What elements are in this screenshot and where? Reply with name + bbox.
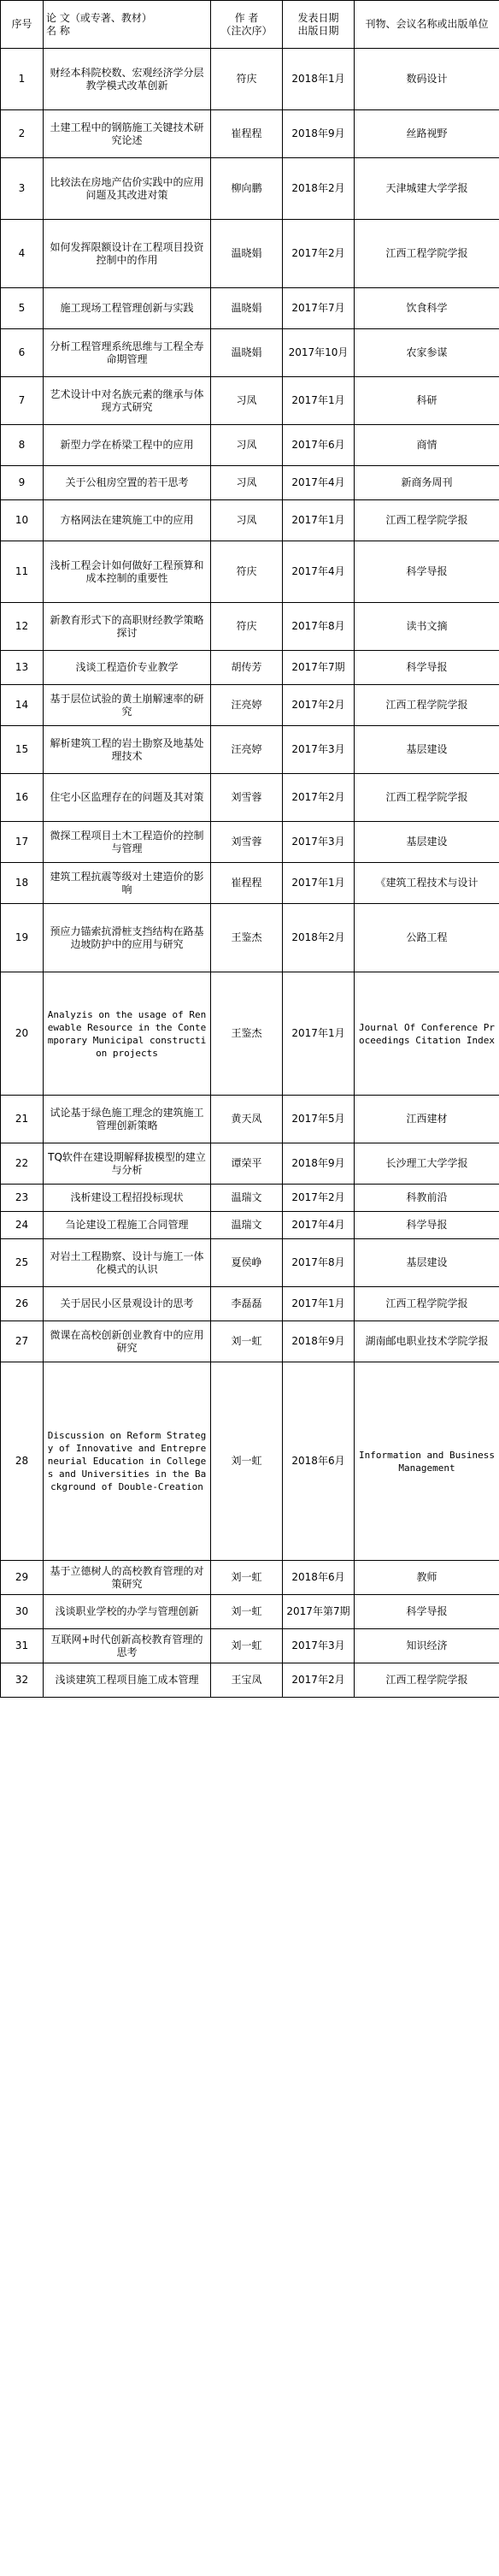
author-name: 习凤 — [211, 466, 283, 500]
paper-title: 基于层位试验的黄土崩解速率的研究 — [44, 685, 211, 726]
publisher-name: 科学导报 — [355, 1595, 499, 1629]
author-name: 刘一虹 — [211, 1321, 283, 1362]
row-number: 26 — [1, 1287, 44, 1321]
paper-title: 试论基于绿色施工理念的建筑施工管理创新策略 — [44, 1096, 211, 1143]
paper-title: 微课在高校创新创业教育中的应用研究 — [44, 1321, 211, 1362]
paper-title: 施工现场工程管理创新与实践 — [44, 288, 211, 329]
row-number: 23 — [1, 1185, 44, 1212]
publish-date: 2017年2月 — [283, 1663, 355, 1698]
paper-title: 浅谈职业学校的办学与管理创新 — [44, 1595, 211, 1629]
paper-title: 艺术设计中对名族元素的继承与体现方式研究 — [44, 377, 211, 425]
publisher-name: 科学导报 — [355, 651, 499, 685]
row-number: 11 — [1, 541, 44, 603]
table-row — [1, 329, 499, 377]
author-name: 刘一虹 — [211, 1629, 283, 1663]
row-number: 10 — [1, 500, 44, 541]
publisher-name: 知识经济 — [355, 1629, 499, 1663]
publisher-name: 科学导报 — [355, 1212, 499, 1239]
table-row — [1, 1321, 499, 1362]
table-row — [1, 377, 499, 425]
table-row — [1, 1185, 499, 1212]
author-name: 王鉴杰 — [211, 904, 283, 972]
publish-date: 2017年3月 — [283, 726, 355, 774]
paper-title: 解析建筑工程的岩土勘察及地基处理技术 — [44, 726, 211, 774]
publish-date: 2018年2月 — [283, 158, 355, 220]
author-name: 汪亮婷 — [211, 726, 283, 774]
table-row — [1, 1663, 499, 1698]
publish-date: 2017年2月 — [283, 774, 355, 822]
header-no: 序号 — [1, 1, 44, 49]
row-number: 18 — [1, 863, 44, 904]
publisher-name: Journal Of Conference Proceedings Citation Index — [355, 972, 499, 1096]
publish-date: 2017年8月 — [283, 603, 355, 651]
author-name: 崔程程 — [211, 863, 283, 904]
paper-title: 基于立德树人的高校教育管理的对策研究 — [44, 1561, 211, 1595]
publisher-name: 农家参谋 — [355, 329, 499, 377]
table-row — [1, 726, 499, 774]
table-row — [1, 603, 499, 651]
author-name: 温瑞文 — [211, 1212, 283, 1239]
paper-title: Discussion on Reform Strategy of Innovative and Entrepreneurial Education in Colleges and Universities in the Background of Double-Creation — [44, 1362, 211, 1561]
publisher-name: 基层建设 — [355, 822, 499, 863]
row-number: 32 — [1, 1663, 44, 1698]
author-name: 李磊磊 — [211, 1287, 283, 1321]
table-row — [1, 1362, 499, 1561]
table-row — [1, 220, 499, 288]
author-name: 温晓娟 — [211, 329, 283, 377]
publish-date: 2017年2月 — [283, 220, 355, 288]
paper-title: 分析工程管理系统思维与工程全寿命期管理 — [44, 329, 211, 377]
row-number: 30 — [1, 1595, 44, 1629]
row-number: 3 — [1, 158, 44, 220]
publish-date: 2017年7期 — [283, 651, 355, 685]
publish-date: 2017年4月 — [283, 466, 355, 500]
author-name: 柳向鹏 — [211, 158, 283, 220]
author-name: 刘雪蓉 — [211, 774, 283, 822]
publisher-name: 湖南邮电职业技术学院学报 — [355, 1321, 499, 1362]
paper-title: 关于公租房空置的若干思考 — [44, 466, 211, 500]
table-body — [1, 49, 499, 1698]
author-name: 王宝凤 — [211, 1663, 283, 1698]
paper-title: 浅谈工程造价专业教学 — [44, 651, 211, 685]
paper-title: 微探工程项目土木工程造价的控制与管理 — [44, 822, 211, 863]
publisher-name: 商情 — [355, 425, 499, 466]
header-title: 论 文（或专著、教材） 名 称 — [44, 1, 211, 49]
row-number: 20 — [1, 972, 44, 1096]
publish-date: 2017年2月 — [283, 685, 355, 726]
publish-date: 2018年6月 — [283, 1362, 355, 1561]
table-row — [1, 1096, 499, 1143]
publisher-name: 新商务周刊 — [355, 466, 499, 500]
table-row — [1, 110, 499, 158]
row-number: 13 — [1, 651, 44, 685]
author-name: 胡传芳 — [211, 651, 283, 685]
author-name: 王鉴杰 — [211, 972, 283, 1096]
table-row — [1, 904, 499, 972]
table-row — [1, 288, 499, 329]
publish-date: 2017年4月 — [283, 1212, 355, 1239]
row-number: 17 — [1, 822, 44, 863]
table-row — [1, 500, 499, 541]
publisher-name: 《建筑工程技术与设计 — [355, 863, 499, 904]
row-number: 14 — [1, 685, 44, 726]
header-row — [1, 1, 499, 49]
paper-title: 新教育形式下的高职财经教学策略探讨 — [44, 603, 211, 651]
paper-title: 对岩土工程勘察、设计与施工一体化模式的认识 — [44, 1239, 211, 1287]
paper-title: 互联网+时代创新高校教育管理的思考 — [44, 1629, 211, 1663]
table-row — [1, 822, 499, 863]
author-name: 习凤 — [211, 425, 283, 466]
table-row — [1, 1561, 499, 1595]
row-number: 4 — [1, 220, 44, 288]
table-row — [1, 541, 499, 603]
author-name: 刘一虹 — [211, 1561, 283, 1595]
table-row — [1, 863, 499, 904]
row-number: 1 — [1, 49, 44, 110]
author-name: 习凤 — [211, 377, 283, 425]
publish-date: 2018年9月 — [283, 1143, 355, 1185]
paper-title: 土建工程中的钢筋施工关键技术研究论述 — [44, 110, 211, 158]
publisher-name: 天津城建大学学报 — [355, 158, 499, 220]
publish-date: 2017年4月 — [283, 541, 355, 603]
table-row — [1, 1143, 499, 1185]
paper-title: 浅析工程会计如何做好工程预算和成本控制的重要性 — [44, 541, 211, 603]
header-author: 作 者 （注次序） — [211, 1, 283, 49]
publish-date: 2017年1月 — [283, 972, 355, 1096]
paper-title: TQ软件在建设期解释拔模型的建立与分析 — [44, 1143, 211, 1185]
publish-date: 2017年8月 — [283, 1239, 355, 1287]
row-number: 9 — [1, 466, 44, 500]
publisher-name: 读书文摘 — [355, 603, 499, 651]
publisher-name: 科研 — [355, 377, 499, 425]
paper-title: 浅析建设工程招投标现状 — [44, 1185, 211, 1212]
row-number: 16 — [1, 774, 44, 822]
publisher-name: 江西工程学院学报 — [355, 500, 499, 541]
table-row — [1, 1629, 499, 1663]
paper-title: 关于居民小区景观设计的思考 — [44, 1287, 211, 1321]
author-name: 习凤 — [211, 500, 283, 541]
publish-date: 2018年9月 — [283, 110, 355, 158]
publish-date: 2017年10月 — [283, 329, 355, 377]
paper-title: 建筑工程抗震等级对土建造价的影响 — [44, 863, 211, 904]
row-number: 15 — [1, 726, 44, 774]
publish-date: 2018年2月 — [283, 904, 355, 972]
row-number: 12 — [1, 603, 44, 651]
publish-date: 2017年1月 — [283, 500, 355, 541]
publisher-name: 数码设计 — [355, 49, 499, 110]
author-name: 温晓娟 — [211, 220, 283, 288]
author-name: 符庆 — [211, 49, 283, 110]
table-row — [1, 1239, 499, 1287]
row-number: 7 — [1, 377, 44, 425]
row-number: 8 — [1, 425, 44, 466]
publish-date: 2017年7月 — [283, 288, 355, 329]
author-name: 黄天凤 — [211, 1096, 283, 1143]
row-number: 28 — [1, 1362, 44, 1561]
author-name: 谭荣平 — [211, 1143, 283, 1185]
publisher-name: 江西建材 — [355, 1096, 499, 1143]
author-name: 刘雪蓉 — [211, 822, 283, 863]
author-name: 汪亮婷 — [211, 685, 283, 726]
row-number: 19 — [1, 904, 44, 972]
table-row — [1, 1212, 499, 1239]
publish-date: 2018年1月 — [283, 49, 355, 110]
publisher-name: 江西工程学院学报 — [355, 774, 499, 822]
row-number: 21 — [1, 1096, 44, 1143]
publish-date: 2017年1月 — [283, 1287, 355, 1321]
publisher-name: 江西工程学院学报 — [355, 685, 499, 726]
row-number: 2 — [1, 110, 44, 158]
paper-title: 如何发挥限额设计在工程项目投资控制中的作用 — [44, 220, 211, 288]
row-number: 5 — [1, 288, 44, 329]
row-number: 27 — [1, 1321, 44, 1362]
table-row — [1, 466, 499, 500]
publish-date: 2017年5月 — [283, 1096, 355, 1143]
paper-title: 方格网法在建筑施工中的应用 — [44, 500, 211, 541]
row-number: 25 — [1, 1239, 44, 1287]
header-date: 发表日期 出版日期 — [283, 1, 355, 49]
table-row — [1, 1595, 499, 1629]
author-name: 夏侯峥 — [211, 1239, 283, 1287]
publisher-name: 江西工程学院学报 — [355, 220, 499, 288]
paper-title: 财经本科院校数、宏观经济学分层教学模式改革创新 — [44, 49, 211, 110]
table-row — [1, 774, 499, 822]
author-name: 崔程程 — [211, 110, 283, 158]
paper-title: 住宅小区监理存在的问题及其对策 — [44, 774, 211, 822]
publisher-name: 科教前沿 — [355, 1185, 499, 1212]
publisher-name: Information and Business Management — [355, 1362, 499, 1561]
author-name: 符庆 — [211, 603, 283, 651]
author-name: 符庆 — [211, 541, 283, 603]
author-name: 刘一虹 — [211, 1362, 283, 1561]
table-row — [1, 425, 499, 466]
author-name: 温晓娟 — [211, 288, 283, 329]
publisher-name: 科学导报 — [355, 541, 499, 603]
publisher-name: 江西工程学院学报 — [355, 1287, 499, 1321]
publish-date: 2017年3月 — [283, 822, 355, 863]
paper-title: 新型力学在桥梁工程中的应用 — [44, 425, 211, 466]
publisher-name: 教师 — [355, 1561, 499, 1595]
publisher-name: 长沙理工大学学报 — [355, 1143, 499, 1185]
publish-date: 2017年第7期 — [283, 1595, 355, 1629]
publisher-name: 基层建设 — [355, 1239, 499, 1287]
row-number: 24 — [1, 1212, 44, 1239]
paper-title: 浅谈建筑工程项目施工成本管理 — [44, 1663, 211, 1698]
paper-title: Analyzis on the usage of Renewable Resource in the Contemporary Municipal construction projects — [44, 972, 211, 1096]
row-number: 31 — [1, 1629, 44, 1663]
publish-date: 2018年6月 — [283, 1561, 355, 1595]
row-number: 22 — [1, 1143, 44, 1185]
publish-date: 2017年6月 — [283, 425, 355, 466]
publish-date: 2018年9月 — [283, 1321, 355, 1362]
table-row — [1, 49, 499, 110]
publisher-name: 丝路视野 — [355, 110, 499, 158]
publisher-name: 饮食科学 — [355, 288, 499, 329]
author-name: 温瑞文 — [211, 1185, 283, 1212]
publish-date: 2017年1月 — [283, 377, 355, 425]
table-row — [1, 1287, 499, 1321]
table-row — [1, 158, 499, 220]
table-row — [1, 685, 499, 726]
publish-date: 2017年2月 — [283, 1185, 355, 1212]
publisher-name: 江西工程学院学报 — [355, 1663, 499, 1698]
header-publisher: 刊物、会议名称或出版单位 — [355, 1, 499, 49]
publisher-name: 基层建设 — [355, 726, 499, 774]
paper-title: 预应力锚索抗滑桩支挡结构在路基边坡防护中的应用与研究 — [44, 904, 211, 972]
paper-title: 比较法在房地产估价实践中的应用问题及其改进对策 — [44, 158, 211, 220]
paper-title: 刍论建设工程施工合同管理 — [44, 1212, 211, 1239]
publisher-name: 公路工程 — [355, 904, 499, 972]
table-row — [1, 651, 499, 685]
author-name: 刘一虹 — [211, 1595, 283, 1629]
publish-date: 2017年1月 — [283, 863, 355, 904]
table-row — [1, 972, 499, 1096]
row-number: 29 — [1, 1561, 44, 1595]
publish-date: 2017年3月 — [283, 1629, 355, 1663]
row-number: 6 — [1, 329, 44, 377]
